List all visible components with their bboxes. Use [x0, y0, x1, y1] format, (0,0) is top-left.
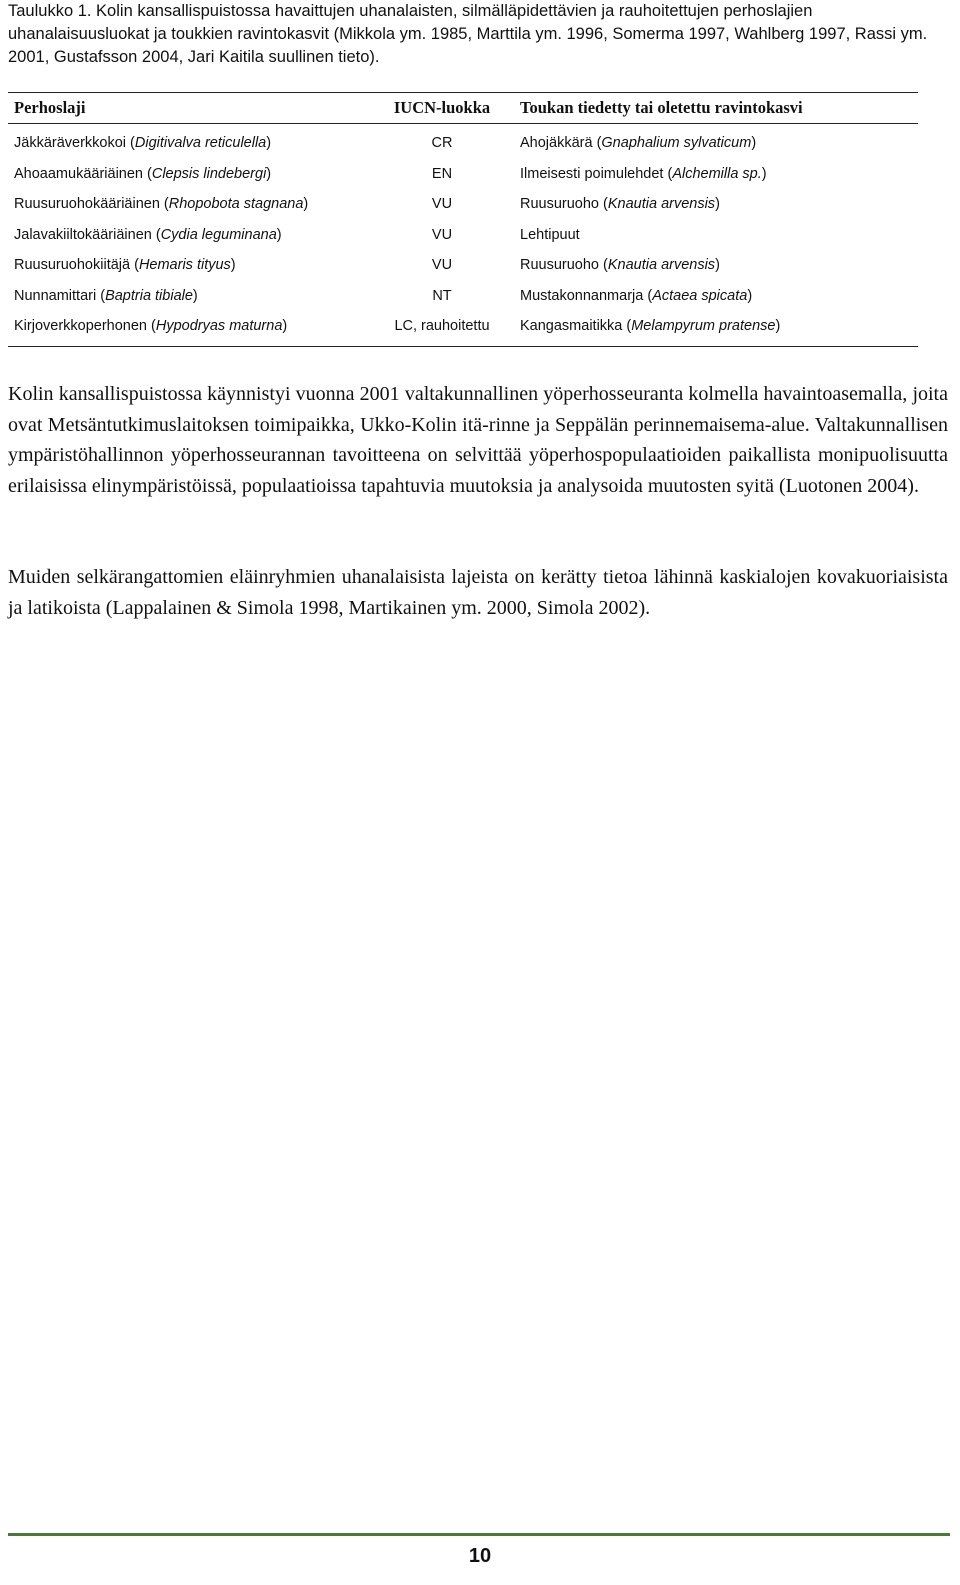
host-plant-name: Mustakonnanmarja [520, 287, 644, 304]
cell-species: Ruusuruohokiitäjä (Hemaris tityus) [14, 257, 236, 274]
cell-species: Nunnamittari (Baptria tibiale) [14, 287, 198, 304]
table-body [8, 124, 918, 347]
cell-host-plant: Ilmeisesti poimulehdet (Alchemilla sp.) [520, 165, 767, 182]
cell-host-plant: Ruusuruoho (Knautia arvensis) [520, 257, 720, 274]
host-plant-name: Ahojäkkärä [520, 135, 593, 152]
cell-species: Jalavakiiltokääriäinen (Cydia leguminana) [14, 226, 282, 243]
species-common-name: Jäkkäräverkkokoi [14, 135, 127, 152]
table-caption: Taulukko 1. Kolin kansallispuistossa havaittujen uhanalaisten, silmälläpidettävien ja rauhoitettujen perhoslajien uhanalaisuusluokat ja toukkien ravintokasvit (Mikkola ym. 1985, Marttila ym. 1996, Somerma 1997, Wahlberg 1997, Rassi ym. 2001, Gustafsson 2004, Jari Kaitila suullinen tieto). [8, 2, 928, 66]
species-latin-name: Rhopobota stagnana [168, 196, 304, 213]
species-common-name: Ahoaamukääriäinen [14, 165, 143, 182]
body-paragraph-2: Muiden selkärangattomien eläinryhmien uhanalaisista lajeista on kerätty tietoa lähinnä kaskialojen kovakuoriaisista ja latikoista (Lappalainen & Simola 1998, Martikainen ym. 2000, Simola 2002). [8, 566, 948, 619]
host-plant-close-paren: ) [715, 196, 720, 213]
cell-iucn-class: VU [431, 226, 453, 243]
host-plant-latin-name: Knautia arvensis [607, 196, 716, 213]
table-row [8, 281, 918, 312]
host-plant-close-paren: ) [761, 165, 767, 182]
host-plant-close-paren: ) [747, 287, 753, 304]
cell-host-plant: Ahojäkkärä (Gnaphalium sylvaticum) [520, 135, 757, 152]
host-plant-latin-name: Melampyrum pratense [631, 318, 776, 335]
cell-host-plant: Mustakonnanmarja (Actaea spicata) [520, 287, 753, 304]
species-common-name: Kirjoverkkoperhonen [14, 318, 147, 335]
header-host-plant: Toukan tiedetty tai oletettu ravintokasvi [514, 93, 918, 124]
header-species: Perhoslaji [8, 93, 370, 124]
species-latin-name: Baptria tibiale [105, 287, 193, 304]
cell-host-plant [514, 220, 918, 251]
table-row [8, 124, 918, 159]
cell-species: Ruusuruohokääriäinen (Rhopobota stagnana) [14, 196, 309, 213]
table-header [8, 93, 918, 124]
host-plant-name: Kangasmaitikka [520, 318, 623, 335]
table-row [8, 189, 918, 220]
cell-iucn-class: CR [431, 135, 453, 152]
species-common-name: Nunnamittari [14, 287, 97, 304]
species-common-name: Ruusuruohokääriäinen [14, 196, 160, 213]
cell-host-plant: Kangasmaitikka (Melampyrum pratense) [514, 311, 918, 346]
table-row [8, 250, 918, 281]
species-latin-name: Cydia leguminana [160, 226, 277, 243]
cell-species: Jäkkäräverkkokoi (Digitivalva reticulella) [14, 135, 272, 152]
body-paragraph-1: Kolin kansallispuistossa käynnistyi vuonna 2001 valtakunnallinen yöperhosseuranta kolmella havaintoasemalla, joita ovat Metsäntutkimuslaitoksen toimipaikka, Ukko-Kolin itä-rinne ja Seppälän perinnemaisema-alue. Valtakunnallisen ympäristöhallinnon yöperhosseurannan tavoitteena on selvittää yöperhospopulaatioiden paikallista monipuolisuutta erilaisissa elinympäristöissä, populaatioissa tapahtuvia muutoksia ja analysoida muutosten syitä (Luotonen 2004). [8, 383, 948, 497]
cell-iucn-class: LC, rauhoitettu [370, 311, 514, 346]
host-plant-latin-name: Knautia arvensis [607, 257, 716, 274]
host-plant-close-paren: ) [751, 135, 757, 152]
species-latin-name: Digitivalva reticulella [134, 135, 267, 152]
header-iucn: IUCN-luokka [370, 93, 514, 124]
host-plant-close-paren: ) [715, 257, 720, 274]
header-row [8, 93, 918, 124]
host-plant-latin-name: Actaea spicata [652, 287, 748, 304]
species-latin-name: Clepsis lindebergi [151, 165, 267, 182]
cell-iucn-class: EN [431, 165, 453, 182]
host-plant-latin-name: Gnaphalium sylvaticum [601, 135, 752, 152]
footer-rule [8, 1533, 950, 1536]
species-latin-name: Hypodryas maturna [155, 318, 283, 335]
cell-iucn-class: VU [431, 257, 453, 274]
table-row [8, 311, 918, 346]
table-row [8, 220, 918, 251]
table-row [8, 159, 918, 190]
species-common-name: Ruusuruohokiitäjä [14, 257, 131, 274]
cell-species: Kirjoverkkoperhonen (Hypodryas maturna) [8, 311, 370, 346]
host-plant-name: Ilmeisesti poimulehdet [520, 165, 664, 182]
species-common-name: Jalavakiiltokääriäinen [14, 226, 152, 243]
cell-iucn-class: NT [432, 287, 452, 304]
cell-host-plant: Ruusuruoho (Knautia arvensis) [520, 196, 720, 213]
species-latin-name: Hemaris tityus [138, 257, 231, 274]
host-plant-close-paren: ) [775, 318, 781, 335]
cell-species: Ahoaamukääriäinen (Clepsis lindebergi) [14, 165, 272, 182]
species-table [8, 92, 918, 347]
page-number: 10 [468, 1545, 492, 1567]
host-plant-name: Ruusuruoho [520, 257, 599, 274]
host-plant-latin-name: Alchemilla sp. [672, 165, 762, 182]
cell-iucn-class: VU [431, 196, 453, 213]
host-plant-name: Lehtipuut [520, 226, 580, 243]
host-plant-name: Ruusuruoho [520, 196, 599, 213]
